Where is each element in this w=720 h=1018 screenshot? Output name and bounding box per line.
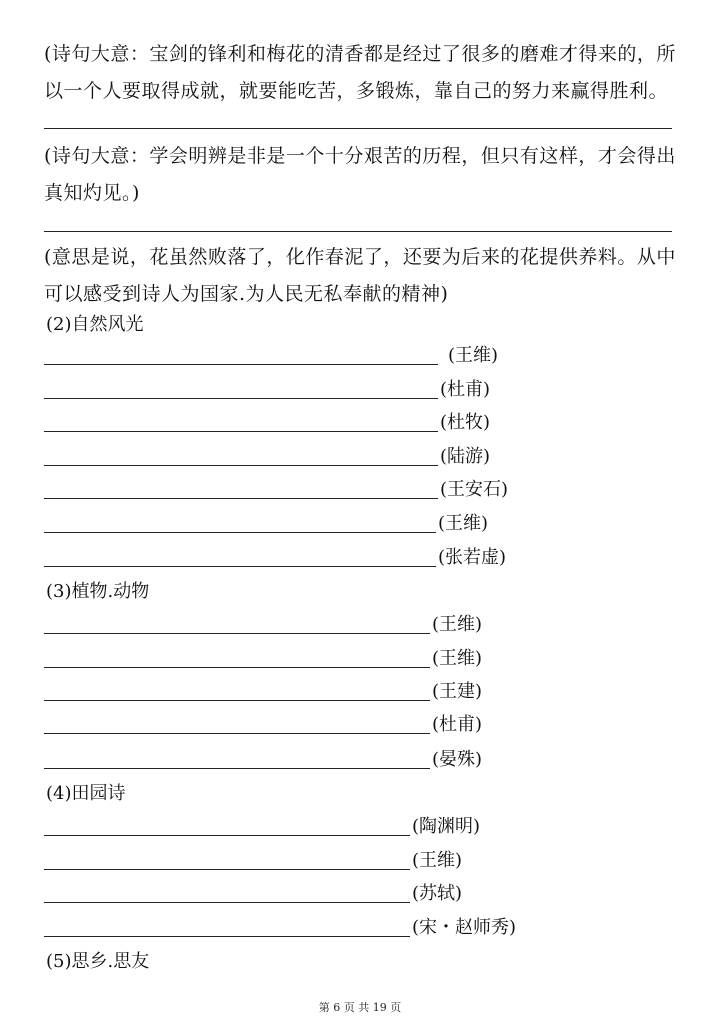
fill-blank-line[interactable] [44, 768, 430, 769]
fill-blank-line[interactable] [44, 733, 430, 734]
fill-blank-line[interactable] [44, 398, 438, 399]
author-label: (苏轼) [412, 883, 463, 904]
fill-blank-line[interactable] [44, 667, 430, 668]
fill-blank-row [44, 612, 494, 638]
fill-blank-row [44, 848, 484, 874]
fill-blank-line[interactable] [44, 532, 436, 533]
section-heading-pastoral-poems: (4)田园诗 [46, 783, 126, 804]
author-label: (晏殊) [432, 749, 483, 770]
fill-blank-line[interactable] [44, 633, 430, 634]
author-label: (张若虚) [438, 547, 507, 568]
answer-line [44, 128, 672, 129]
fill-blank-row [44, 646, 494, 672]
fill-blank-line[interactable] [44, 835, 410, 836]
fill-blank-line[interactable] [44, 902, 410, 903]
poem-meaning-paragraph-1: (诗句大意：宝剑的锋利和梅花的清香都是经过了很多的磨难才得来的，所以一个人要取得成就，就要能吃苦，多锻炼，靠自己的努力来赢得胜利。 [44, 43, 676, 102]
author-label: (陆游) [440, 446, 491, 467]
author-label: (宋・赵师秀) [412, 917, 517, 938]
author-label: (王维) [438, 513, 489, 534]
author-label: (杜甫) [440, 379, 491, 400]
fill-blank-line[interactable] [44, 936, 410, 937]
page-number-footer: 第 6 页 共 19 页 [318, 1001, 402, 1014]
fill-blank-row [44, 814, 504, 840]
fill-blank-line[interactable] [44, 498, 438, 499]
author-label: (王建) [432, 681, 483, 702]
author-label: (王维) [432, 614, 483, 635]
fill-blank-line[interactable] [44, 566, 436, 567]
fill-blank-row [44, 343, 504, 369]
author-label: (杜甫) [432, 714, 483, 735]
fill-blank-line[interactable] [44, 869, 410, 870]
fill-blank-row [44, 679, 494, 705]
poem-meaning-paragraph-2: (诗句大意：学会明辨是非是一个十分艰苦的历程，但只有这样，才会得出真知灼见。) [44, 145, 676, 204]
fill-blank-row [44, 444, 504, 470]
fill-blank-row [44, 511, 504, 537]
answer-line [44, 231, 672, 232]
section-heading-plants-animals: (3)植物.动物 [46, 581, 150, 602]
fill-blank-row [44, 410, 504, 436]
author-label: (王安石) [440, 479, 509, 500]
author-label: (杜牧) [440, 412, 491, 433]
poem-meaning-paragraph-3: (意思是说，花虽然败落了，化作春泥了，还要为后来的花提供养料。从中可以感受到诗人为国家.为人民无私奉献的精神) [44, 246, 676, 305]
section-heading-natural-scenery: (2)自然风光 [46, 314, 144, 335]
author-label: (王维) [448, 345, 499, 366]
fill-blank-row [44, 915, 534, 941]
fill-blank-row [44, 377, 504, 403]
author-label: (王维) [432, 648, 483, 669]
fill-blank-row [44, 477, 524, 503]
fill-blank-line[interactable] [44, 700, 430, 701]
fill-blank-row [44, 712, 494, 738]
fill-blank-line[interactable] [44, 465, 438, 466]
section-heading-homesick-friends: (5)思乡.思友 [46, 951, 150, 972]
author-label: (王维) [412, 850, 463, 871]
fill-blank-line[interactable] [44, 431, 438, 432]
author-label: (陶渊明) [412, 816, 481, 837]
fill-blank-line[interactable] [44, 364, 438, 365]
fill-blank-row [44, 545, 534, 571]
fill-blank-row [44, 747, 494, 773]
fill-blank-row [44, 881, 484, 907]
